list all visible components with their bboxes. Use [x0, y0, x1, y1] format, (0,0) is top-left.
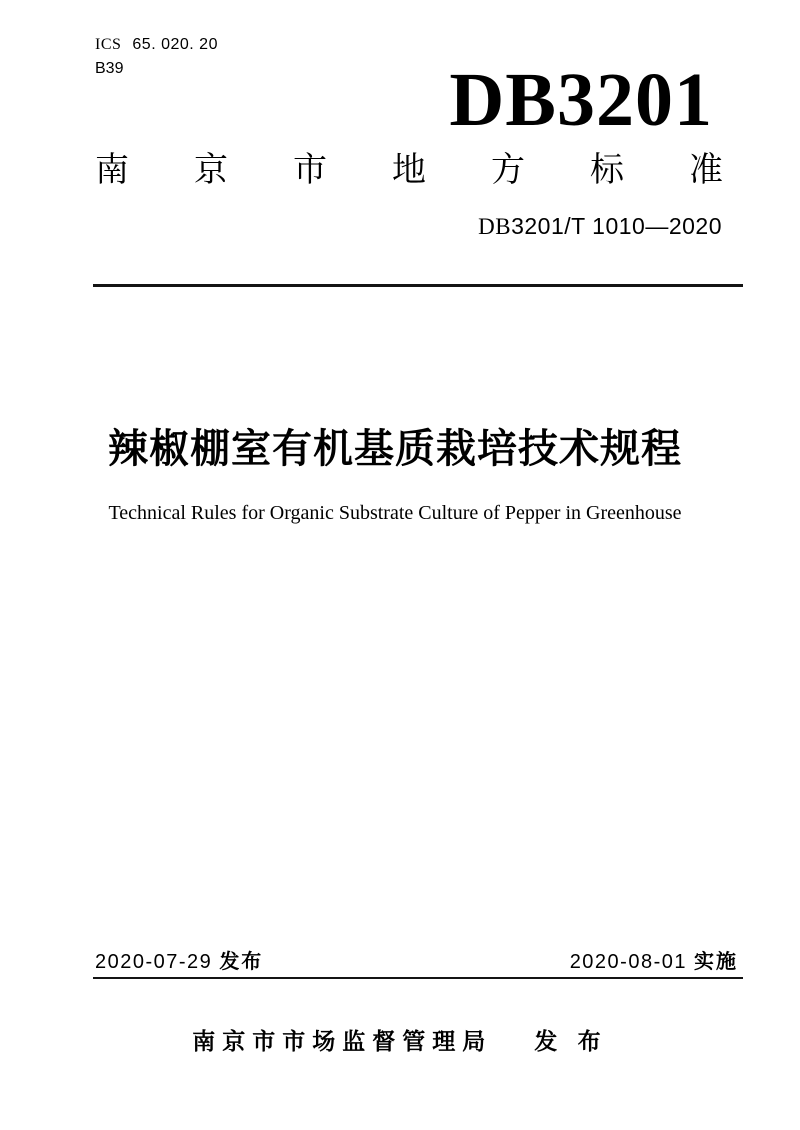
issue-action-label: 发 布 — [534, 1028, 608, 1054]
standard-type-heading: 南 京 市 地 方 标 准 — [95, 151, 723, 189]
issuer-row — [0, 1028, 800, 1056]
publish-date-item — [95, 950, 263, 974]
ics-line — [95, 36, 218, 54]
classification-code: B39 — [95, 60, 124, 77]
document-title-en: Technical Rules for Organic Substrate Culture of Pepper in Greenhouse — [108, 502, 682, 524]
db-number-large: DB3201 — [449, 58, 713, 142]
publish-label: 发布 — [219, 951, 264, 973]
implement-label: 实施 — [694, 951, 738, 973]
ics-code: 65. 020. 20 — [132, 36, 218, 53]
standard-code-number: 3201/T 1010—2020 — [511, 213, 722, 239]
issuer-name: 南京市市场监督管理局 — [192, 1028, 493, 1054]
implement-date-item — [570, 950, 738, 974]
ics-label: ICS — [95, 36, 122, 53]
publish-date: 2020-07-29 — [95, 951, 213, 973]
standard-code — [478, 213, 722, 241]
bottom-divider — [93, 977, 743, 979]
document-title-cn: 辣椒棚室有机基质栽培技术规程 — [108, 427, 682, 471]
top-divider — [93, 284, 743, 287]
implement-date: 2020-08-01 — [569, 951, 687, 973]
standard-code-prefix: DB — [478, 214, 512, 239]
date-row — [95, 950, 738, 974]
